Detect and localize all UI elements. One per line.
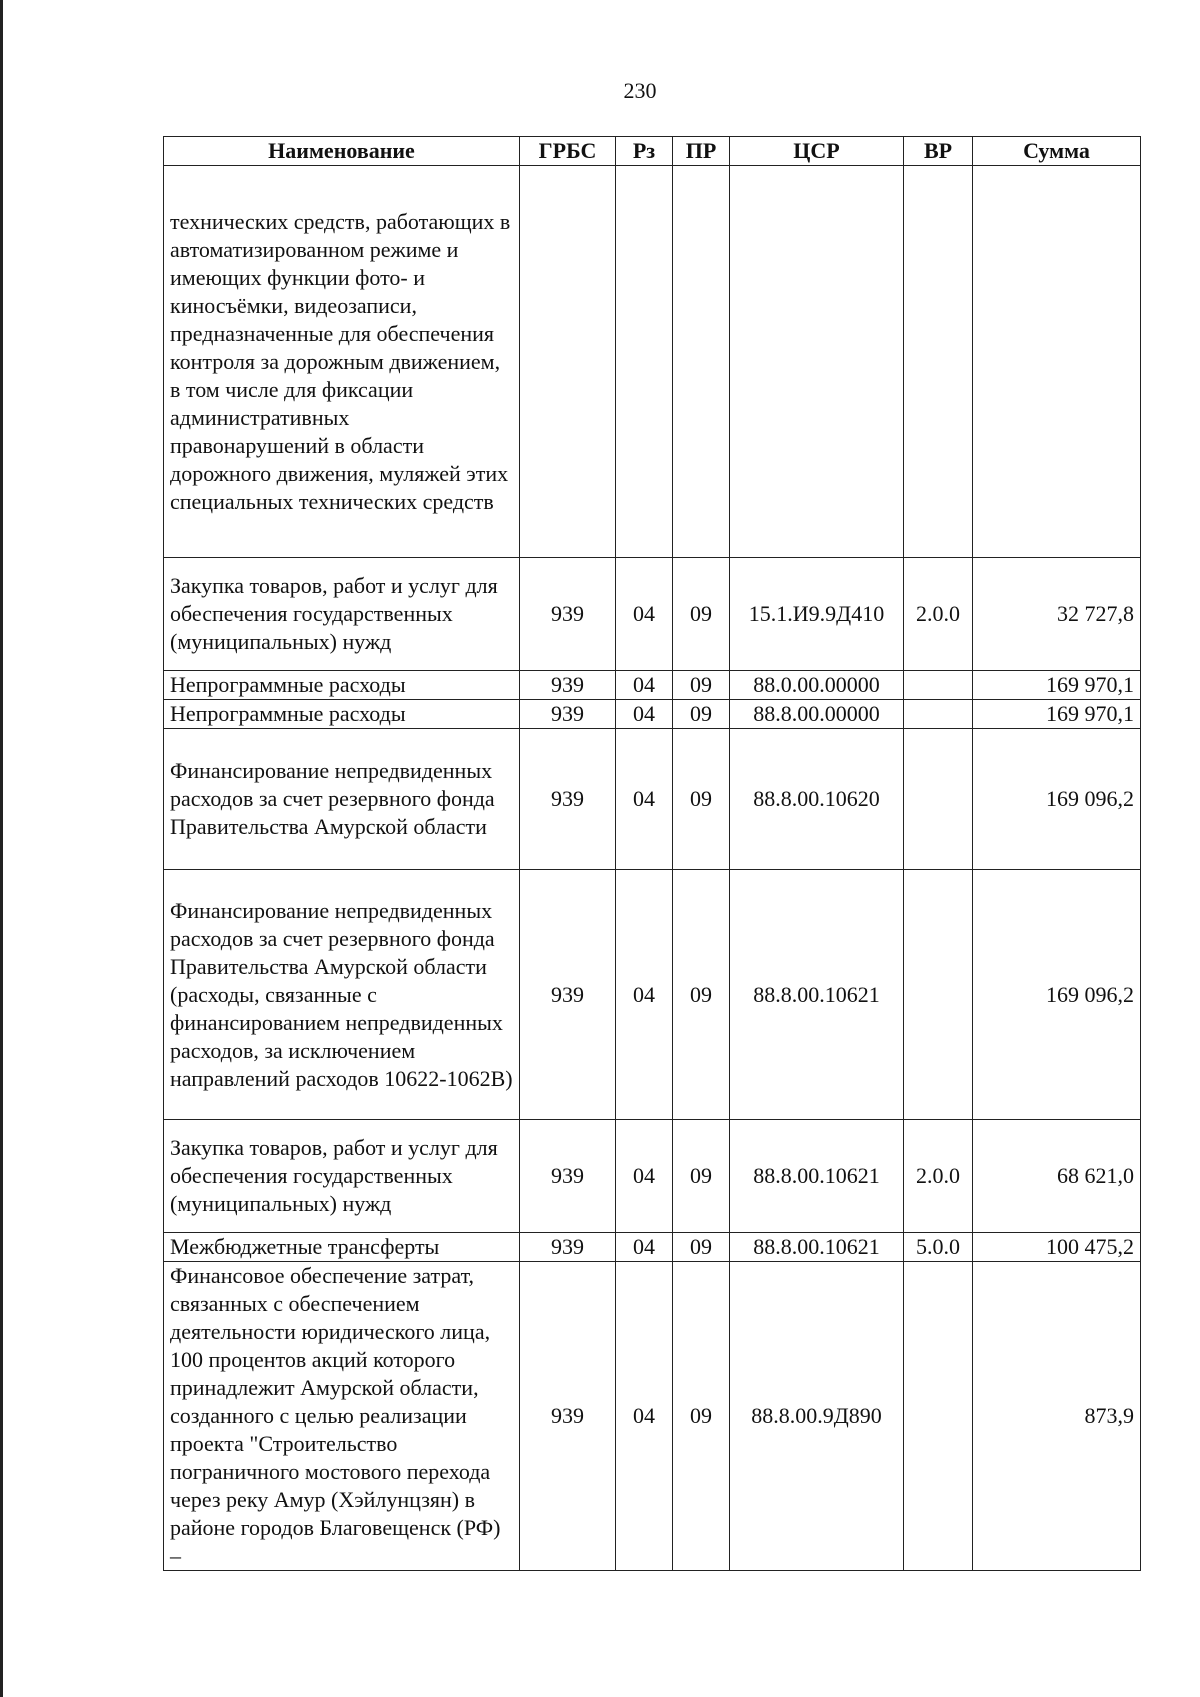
cell-sum: 100 475,2 — [973, 1233, 1141, 1262]
cell-rz: 04 — [616, 558, 673, 671]
cell-rz: 04 — [616, 870, 673, 1120]
cell-rz: 04 — [616, 700, 673, 729]
cell-name: Закупка товаров, работ и услуг для обеспечения государственных (муниципальных) нужд — [164, 1120, 520, 1233]
cell-name: Непрограммные расходы — [164, 671, 520, 700]
cell-vr: 2.0.0 — [904, 558, 973, 671]
cell-vr — [904, 166, 973, 558]
cell-csr: 88.0.00.00000 — [730, 671, 904, 700]
cell-sum — [973, 166, 1141, 558]
cell-rz: 04 — [616, 729, 673, 870]
cell-vr: 2.0.0 — [904, 1120, 973, 1233]
cell-sum: 169 096,2 — [973, 870, 1141, 1120]
header-rz: Рз — [616, 137, 673, 166]
cell-csr: 88.8.00.10621 — [730, 1233, 904, 1262]
page-number: 230 — [623, 78, 657, 103]
cell-pr: 09 — [673, 870, 730, 1120]
cell-name: Закупка товаров, работ и услуг для обеспечения государственных (муниципальных) нужд — [164, 558, 520, 671]
cell-grbs: 939 — [520, 700, 616, 729]
table-header — [164, 137, 1141, 166]
cell-csr: 88.8.00.10620 — [730, 729, 904, 870]
cell-sum: 873,9 — [973, 1262, 1141, 1571]
cell-csr: 88.8.00.9Д890 — [730, 1262, 904, 1571]
cell-pr: 09 — [673, 1262, 730, 1571]
cell-csr: 88.8.00.10621 — [730, 1120, 904, 1233]
budget-table — [163, 136, 1141, 1571]
table-body — [164, 166, 1141, 1571]
cell-csr: 15.1.И9.9Д410 — [730, 558, 904, 671]
cell-pr: 09 — [673, 700, 730, 729]
cell-vr — [904, 671, 973, 700]
cell-sum: 32 727,8 — [973, 558, 1141, 671]
cell-grbs: 939 — [520, 671, 616, 700]
cell-grbs: 939 — [520, 1233, 616, 1262]
cell-csr: 88.8.00.00000 — [730, 700, 904, 729]
table-row — [164, 870, 1141, 1120]
table-row — [164, 671, 1141, 700]
cell-grbs: 939 — [520, 1120, 616, 1233]
cell-rz — [616, 166, 673, 558]
cell-sum: 68 621,0 — [973, 1120, 1141, 1233]
cell-sum: 169 970,1 — [973, 671, 1141, 700]
header-vr: ВР — [904, 137, 973, 166]
cell-pr: 09 — [673, 1233, 730, 1262]
cell-name: Финансирование непредвиденных расходов за счет резервного фонда Правительства Амурской области — [164, 729, 520, 870]
cell-sum: 169 096,2 — [973, 729, 1141, 870]
cell-rz: 04 — [616, 671, 673, 700]
cell-name: Межбюджетные трансферты — [164, 1233, 520, 1262]
cell-name: технических средств, работающих в автоматизированном режиме и имеющих функции фото- и киносъёмки, видеозаписи, предназначенные для обеспечения контроля за дорожным движением, в том числе для фиксации административных правонарушений в области дорожного движения, муляжей этих специальных технических средств — [164, 166, 520, 558]
header-sum: Сумма — [973, 137, 1141, 166]
cell-sum: 169 970,1 — [973, 700, 1141, 729]
cell-vr — [904, 700, 973, 729]
cell-vr: 5.0.0 — [904, 1233, 973, 1262]
cell-rz: 04 — [616, 1262, 673, 1571]
cell-csr: 88.8.00.10621 — [730, 870, 904, 1120]
header-pr: ПР — [673, 137, 730, 166]
cell-grbs: 939 — [520, 1262, 616, 1571]
table-row — [164, 729, 1141, 870]
table-row — [164, 1262, 1141, 1571]
scan-edge-line — [0, 0, 3, 1697]
cell-name: Непрограммные расходы — [164, 700, 520, 729]
cell-pr: 09 — [673, 671, 730, 700]
cell-pr — [673, 166, 730, 558]
table-row — [164, 166, 1141, 558]
cell-vr — [904, 1262, 973, 1571]
table-row — [164, 700, 1141, 729]
cell-name: Финансовое обеспечение затрат, связанных с обеспечением деятельности юридического лица, 100 процентов акций которого принадлежит Амурской области, созданного с целью реализации проекта "Строительство пограничного мостового перехода через реку Амур (Хэйлунцзян) в районе городов Благовещенск (РФ) – — [164, 1262, 520, 1571]
header-grbs: ГРБС — [520, 137, 616, 166]
cell-grbs: 939 — [520, 870, 616, 1120]
cell-pr: 09 — [673, 1120, 730, 1233]
cell-vr — [904, 870, 973, 1120]
cell-name: Финансирование непредвиденных расходов за счет резервного фонда Правительства Амурской области (расходы, связанные с финансированием непредвиденных расходов, за исключением направлений расходов 10622-1062В) — [164, 870, 520, 1120]
cell-grbs: 939 — [520, 558, 616, 671]
cell-rz: 04 — [616, 1233, 673, 1262]
cell-grbs — [520, 166, 616, 558]
cell-csr — [730, 166, 904, 558]
table-row — [164, 558, 1141, 671]
table-row — [164, 1120, 1141, 1233]
cell-pr: 09 — [673, 558, 730, 671]
cell-grbs: 939 — [520, 729, 616, 870]
cell-rz: 04 — [616, 1120, 673, 1233]
header-row — [164, 137, 1141, 166]
cell-pr: 09 — [673, 729, 730, 870]
table-row — [164, 1233, 1141, 1262]
header-csr: ЦСР — [730, 137, 904, 166]
header-name: Наименование — [164, 137, 520, 166]
cell-vr — [904, 729, 973, 870]
